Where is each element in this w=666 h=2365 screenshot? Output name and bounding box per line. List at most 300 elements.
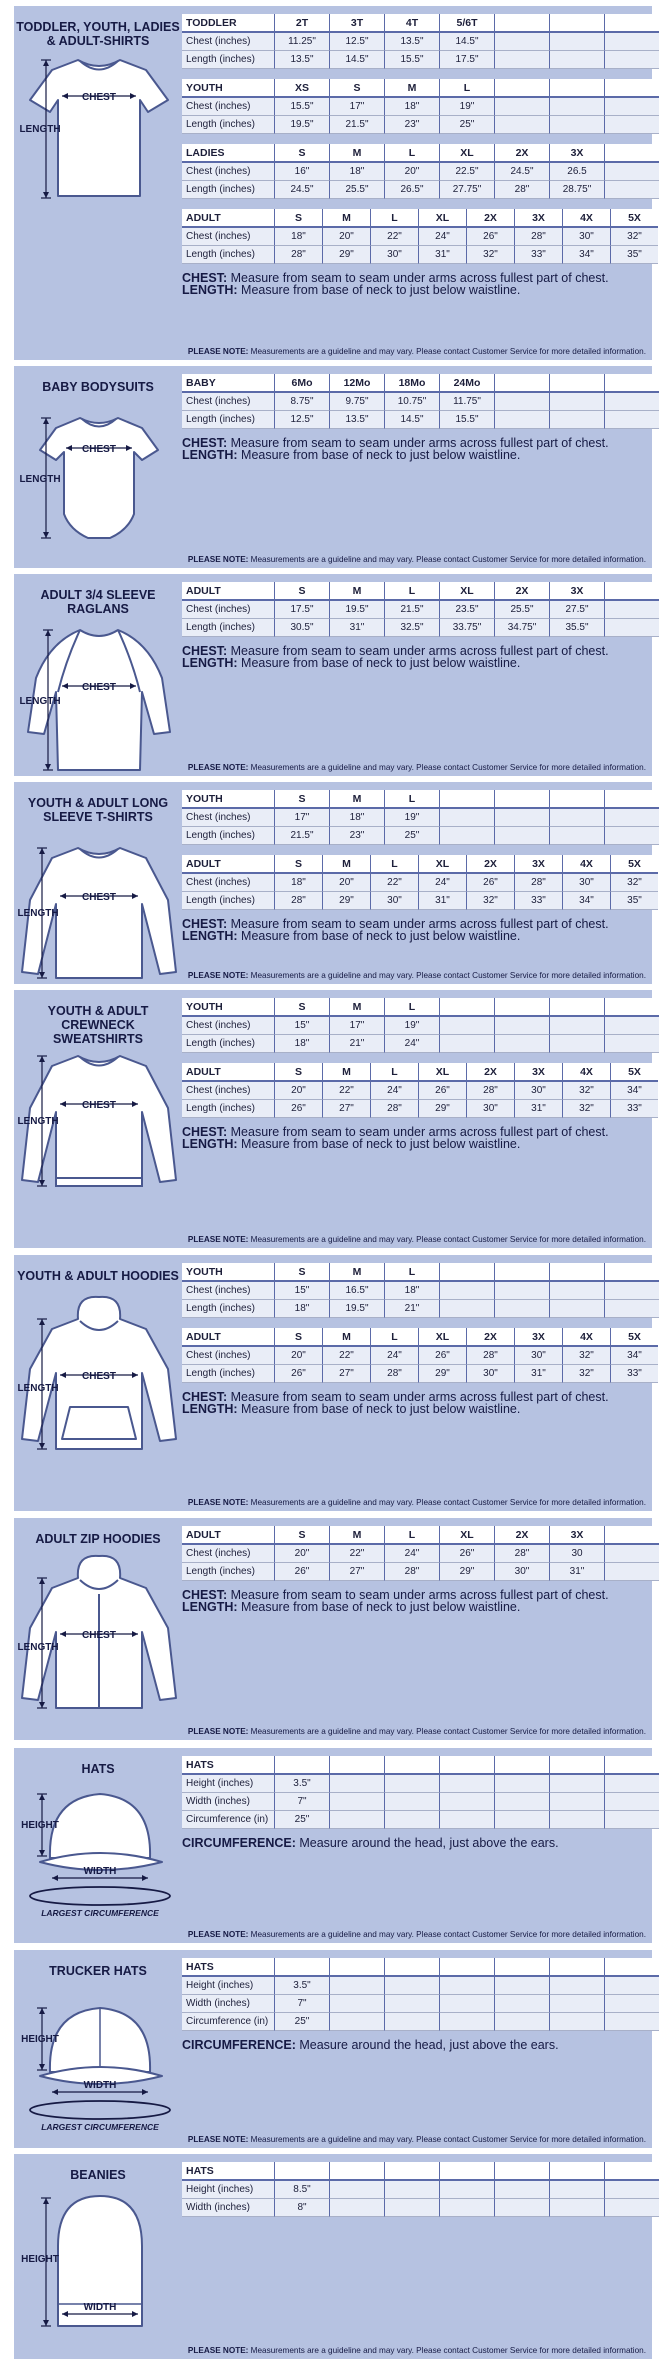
measure-instruction-key: CHEST: — [182, 1588, 228, 1602]
ziphoodie-icon — [18, 1558, 180, 1728]
size-cell — [494, 98, 549, 116]
size-cell — [384, 1756, 439, 1775]
size-cell: S — [274, 582, 329, 601]
size-table — [182, 1756, 659, 1829]
table-row — [182, 874, 658, 892]
row-label-cell: HATS — [182, 1756, 274, 1775]
size-cell — [494, 33, 549, 51]
size-cell: 3X — [514, 1328, 562, 1347]
size-cell: 15" — [274, 1017, 329, 1035]
panel-tables-column — [182, 374, 646, 463]
size-cell: 29" — [439, 1563, 494, 1581]
size-cell — [604, 33, 659, 51]
size-cell: 35.5" — [549, 619, 604, 637]
panel-title: YOUTH & ADULT LONG SLEEVE T-SHIRTS — [27, 796, 169, 824]
size-cell: 13.5" — [384, 33, 439, 51]
size-cell: M — [329, 582, 384, 601]
size-cell — [329, 1756, 384, 1775]
panel-tables-column — [182, 14, 646, 298]
table-row — [182, 163, 659, 181]
size-cell: 27.5" — [549, 601, 604, 619]
row-label-cell: Height (inches) — [182, 1977, 274, 1995]
size-cell — [494, 998, 549, 1017]
size-cell: 29" — [418, 1365, 466, 1383]
size-cell — [549, 1263, 604, 1282]
size-cell — [604, 1263, 659, 1282]
size-cell: S — [274, 790, 329, 809]
size-cell — [604, 1545, 659, 1563]
longsleeve-icon — [18, 840, 180, 980]
size-cell — [384, 1995, 439, 2013]
size-table — [182, 79, 659, 134]
size-cell: 22" — [370, 228, 418, 246]
size-cell: 22" — [322, 1347, 370, 1365]
hoodie-icon — [18, 1299, 180, 1469]
size-cell — [494, 116, 549, 134]
size-cell — [549, 1793, 604, 1811]
size-cell — [494, 2013, 549, 2031]
chest-label: CHEST — [82, 1371, 116, 1382]
length-label: LENGTH — [17, 1383, 59, 1394]
width-label: WIDTH — [83, 2080, 117, 2091]
size-cell: 32" — [562, 1082, 610, 1100]
size-cell: 5X — [610, 209, 658, 228]
size-cell — [329, 1958, 384, 1977]
measure-instruction-key: CIRCUMFERENCE: — [182, 2038, 296, 2052]
width-label: WIDTH — [83, 1866, 117, 1877]
tshirt-icon — [18, 48, 180, 218]
size-cell — [439, 1775, 494, 1793]
panel-title: ADULT 3/4 SLEEVE RAGLANS — [40, 588, 156, 616]
size-cell — [604, 2162, 659, 2181]
size-cell: M — [384, 79, 439, 98]
size-cell: 20" — [384, 163, 439, 181]
size-cell: 28.75" — [549, 181, 604, 199]
table-header-row — [182, 998, 659, 1017]
panel-illustration-column — [14, 990, 182, 1248]
size-cell: 6Mo — [274, 374, 329, 393]
measure-instruction — [182, 2037, 646, 2053]
please-note-text: Measurements are a guideline and may vary. Please contact Customer Service for more detailed information. — [248, 2346, 646, 2355]
size-cell — [604, 1017, 659, 1035]
table-row — [182, 1545, 659, 1563]
size-table — [182, 582, 659, 637]
measure-instruction-text: Measure from seam to seam under arms across fullest part of chest. — [227, 1390, 609, 1404]
size-cell: 31" — [514, 1365, 562, 1383]
table-row — [182, 601, 659, 619]
size-cell: 2X — [494, 582, 549, 601]
size-cell: 24Mo — [439, 374, 494, 393]
size-cell: 18" — [384, 98, 439, 116]
size-cell: 28" — [514, 874, 562, 892]
size-cell: 30" — [494, 1563, 549, 1581]
size-cell — [494, 790, 549, 809]
size-cell — [494, 1958, 549, 1977]
size-cell — [549, 1811, 604, 1829]
size-cell: 12Mo — [329, 374, 384, 393]
size-cell: 11.75" — [439, 393, 494, 411]
size-cell: 2X — [466, 855, 514, 874]
please-note-footer — [188, 555, 646, 564]
size-cell — [549, 2013, 604, 2031]
size-cell — [329, 1995, 384, 2013]
measure-instruction-key: LENGTH: — [182, 283, 238, 297]
size-cell: M — [322, 1063, 370, 1082]
size-cell — [549, 374, 604, 393]
please-note-text: Measurements are a guideline and may vary. Please contact Customer Service for more detailed information. — [248, 1930, 646, 1939]
size-cell: 28" — [466, 1347, 514, 1365]
panel-title: BABY BODYSUITS — [42, 380, 154, 394]
size-cell: 24.5" — [494, 163, 549, 181]
size-cell: 10.75" — [384, 393, 439, 411]
size-cell — [439, 1995, 494, 2013]
size-panel-beanie — [14, 2154, 652, 2359]
panel-illustration-column — [14, 1748, 182, 1943]
size-cell: 15.5" — [384, 51, 439, 69]
size-cell: 20" — [274, 1082, 322, 1100]
size-cell: 27.75" — [439, 181, 494, 199]
row-label-cell: Length (inches) — [182, 827, 274, 845]
size-cell: 21.5" — [274, 827, 329, 845]
size-cell: XL — [418, 1063, 466, 1082]
row-label-cell: Chest (inches) — [182, 874, 274, 892]
size-cell: 26" — [466, 228, 514, 246]
size-cell: M — [322, 1328, 370, 1347]
please-note-text: Measurements are a guideline and may vary. Please contact Customer Service for more detailed information. — [248, 971, 646, 980]
size-cell: 34" — [610, 1082, 658, 1100]
panel-tables-column — [182, 2162, 646, 2227]
size-cell — [494, 374, 549, 393]
table-header-row — [182, 2162, 659, 2181]
size-cell — [604, 1958, 659, 1977]
row-label-cell: YOUTH — [182, 790, 274, 809]
size-cell: L — [384, 998, 439, 1017]
please-note-prefix: PLEASE NOTE: — [187, 1235, 249, 1244]
measure-instruction-text: Measure from seam to seam under arms across fullest part of chest. — [227, 436, 609, 450]
size-cell — [494, 1995, 549, 2013]
size-cell: 12.5" — [274, 411, 329, 429]
please-note-text: Measurements are a guideline and may vary. Please contact Customer Service for more detailed information. — [248, 555, 646, 564]
measure-instruction-key: CIRCUMFERENCE: — [182, 1836, 296, 1850]
size-cell: 33" — [610, 1100, 658, 1118]
size-cell — [604, 790, 659, 809]
table-header-row — [182, 1756, 659, 1775]
please-note-footer — [188, 763, 646, 772]
size-cell: L — [370, 855, 418, 874]
size-cell — [439, 1282, 494, 1300]
size-cell: 21" — [384, 1300, 439, 1318]
row-label-cell: Length (inches) — [182, 181, 274, 199]
size-cell — [549, 393, 604, 411]
size-cell — [384, 2199, 439, 2217]
row-label-cell: Height (inches) — [182, 2181, 274, 2199]
size-cell: S — [274, 998, 329, 1017]
size-cell: 28" — [466, 1082, 514, 1100]
measure-instruction-key: CHEST: — [182, 436, 228, 450]
size-table — [182, 1958, 659, 2031]
size-cell: XL — [439, 582, 494, 601]
please-note-footer — [188, 1727, 646, 1736]
measure-instruction-text: Measure from base of neck to just below waistline. — [237, 929, 521, 943]
size-cell — [549, 827, 604, 845]
size-cell — [604, 163, 659, 181]
size-cell: 21" — [329, 1035, 384, 1053]
size-cell: 8" — [274, 2199, 329, 2217]
panel-tables-column — [182, 1958, 646, 2053]
size-cell: 21.5" — [384, 601, 439, 619]
size-cell — [549, 1035, 604, 1053]
size-cell: L — [439, 79, 494, 98]
size-cell: 3X — [514, 855, 562, 874]
row-label-cell: Length (inches) — [182, 1365, 274, 1383]
size-cell — [604, 827, 659, 845]
please-note-prefix: PLEASE NOTE: — [187, 971, 249, 980]
measure-instruction-key: CHEST: — [182, 644, 228, 658]
size-cell — [549, 998, 604, 1017]
size-cell: 22" — [322, 1082, 370, 1100]
bodysuit-icon — [18, 406, 180, 541]
size-cell: XL — [418, 1328, 466, 1347]
table-row — [182, 1035, 659, 1053]
size-cell: 22" — [329, 1545, 384, 1563]
size-cell — [604, 1775, 659, 1793]
panel-title: YOUTH & ADULT CREWNECK SWEATSHIRTS — [47, 1004, 149, 1046]
size-cell: S — [274, 1328, 322, 1347]
row-label-cell: Chest (inches) — [182, 1282, 274, 1300]
please-note-prefix: PLEASE NOTE: — [187, 763, 249, 772]
size-cell: 20" — [322, 874, 370, 892]
measure-instruction — [182, 1835, 646, 1851]
measure-instruction-key: LENGTH: — [182, 1600, 238, 1614]
size-cell: L — [384, 144, 439, 163]
size-cell — [329, 1811, 384, 1829]
chest-label: CHEST — [82, 92, 116, 103]
size-cell — [494, 1300, 549, 1318]
panel-illustration-column — [14, 1950, 182, 2148]
size-cell: 26" — [274, 1365, 322, 1383]
measure-instruction-text: Measure around the head, just above the ears. — [295, 1836, 559, 1850]
panel-tables-column — [182, 1263, 646, 1417]
size-cell: 5/6T — [439, 14, 494, 33]
size-cell — [439, 1977, 494, 1995]
row-label-cell: ADULT — [182, 855, 274, 874]
panel-illustration-column — [14, 782, 182, 984]
size-cell — [439, 1756, 494, 1775]
size-cell: M — [322, 855, 370, 874]
size-cell: 31" — [549, 1563, 604, 1581]
measure-instruction-text: Measure from seam to seam under arms across fullest part of chest. — [227, 271, 609, 285]
size-cell: S — [274, 855, 322, 874]
row-label-cell: Length (inches) — [182, 1300, 274, 1318]
size-cell: 27" — [329, 1563, 384, 1581]
row-label-cell: Width (inches) — [182, 1995, 274, 2013]
row-label-cell: ADULT — [182, 582, 274, 601]
size-cell: 32" — [562, 1100, 610, 1118]
size-cell: 25.5" — [494, 601, 549, 619]
size-cell: 4X — [562, 855, 610, 874]
size-cell: 19.5" — [329, 601, 384, 619]
size-cell — [439, 1035, 494, 1053]
please-note-prefix: PLEASE NOTE: — [187, 2346, 249, 2355]
size-cell: 3X — [549, 1526, 604, 1545]
size-cell — [549, 2162, 604, 2181]
table-header-row — [182, 79, 659, 98]
table-row — [182, 1100, 658, 1118]
size-cell — [384, 1775, 439, 1793]
size-cell — [549, 1977, 604, 1995]
row-label-cell: Length (inches) — [182, 619, 274, 637]
size-cell: 30" — [562, 228, 610, 246]
size-cell: 30" — [514, 1082, 562, 1100]
size-cell — [604, 14, 659, 33]
size-cell: 26" — [439, 1545, 494, 1563]
measure-instruction-key: LENGTH: — [182, 448, 238, 462]
size-cell — [604, 116, 659, 134]
size-cell: 30 — [549, 1545, 604, 1563]
size-cell: 2X — [466, 209, 514, 228]
size-cell — [439, 790, 494, 809]
size-cell: 5X — [610, 1063, 658, 1082]
size-cell: S — [329, 79, 384, 98]
size-cell: 24" — [370, 1347, 418, 1365]
size-cell — [439, 1793, 494, 1811]
size-cell: M — [329, 1526, 384, 1545]
size-cell: 2X — [494, 144, 549, 163]
table-row — [182, 619, 659, 637]
crewneck-icon — [18, 1048, 180, 1193]
size-cell: 19.5" — [329, 1300, 384, 1318]
size-cell — [384, 2181, 439, 2199]
size-cell — [549, 14, 604, 33]
size-cell: 27" — [322, 1365, 370, 1383]
size-panel-longsleeve — [14, 782, 652, 984]
measure-instruction-text: Measure from seam to seam under arms across fullest part of chest. — [227, 1125, 609, 1139]
size-cell: 18Mo — [384, 374, 439, 393]
size-cell: 15.5" — [274, 98, 329, 116]
please-note-text: Measurements are a guideline and may vary. Please contact Customer Service for more detailed information. — [248, 2135, 646, 2144]
size-panel-raglan — [14, 574, 652, 776]
size-cell — [549, 790, 604, 809]
row-label-cell: Chest (inches) — [182, 228, 274, 246]
size-cell: 27" — [322, 1100, 370, 1118]
size-cell — [604, 2181, 659, 2199]
size-cell — [329, 2162, 384, 2181]
table-row — [182, 2199, 659, 2217]
size-cell: 2X — [494, 1526, 549, 1545]
row-label-cell: BABY — [182, 374, 274, 393]
measure-instruction-text: Measure from base of neck to just below waistline. — [237, 1137, 521, 1151]
size-cell: 19.5" — [274, 116, 329, 134]
row-label-cell: Width (inches) — [182, 1793, 274, 1811]
size-cell — [439, 2181, 494, 2199]
chest-label: CHEST — [82, 444, 116, 455]
largest-label: LARGEST CIRCUMFERENCE — [41, 2122, 159, 2132]
length-label: LENGTH — [19, 124, 61, 135]
size-cell: 34" — [610, 1347, 658, 1365]
size-cell — [604, 411, 659, 429]
size-cell — [604, 98, 659, 116]
size-cell: M — [329, 1263, 384, 1282]
size-cell: 14.5" — [329, 51, 384, 69]
size-cell: 20" — [274, 1347, 322, 1365]
size-cell: 25.5" — [329, 181, 384, 199]
size-table — [182, 1063, 658, 1118]
chest-label: CHEST — [82, 682, 116, 693]
chest-label: CHEST — [82, 1100, 116, 1111]
size-cell — [549, 1300, 604, 1318]
size-cell — [604, 1995, 659, 2013]
size-cell — [604, 1563, 659, 1581]
size-cell — [384, 1977, 439, 1995]
size-cell — [549, 809, 604, 827]
size-cell — [329, 2199, 384, 2217]
size-cell: 25" — [274, 2013, 329, 2031]
size-cell: S — [274, 1063, 322, 1082]
size-cell — [494, 411, 549, 429]
size-cell — [274, 1958, 329, 1977]
table-header-row — [182, 1063, 658, 1082]
size-table — [182, 14, 659, 69]
size-cell: 24.5" — [274, 181, 329, 199]
please-note-prefix: PLEASE NOTE: — [187, 1930, 249, 1939]
measure-instruction-key: LENGTH: — [182, 929, 238, 943]
size-cell: 24" — [384, 1035, 439, 1053]
size-cell: 26.5 — [549, 163, 604, 181]
measure-instruction-key: CHEST: — [182, 917, 228, 931]
size-cell: 32" — [562, 1365, 610, 1383]
row-label-cell: YOUTH — [182, 1263, 274, 1282]
size-cell: 20" — [322, 228, 370, 246]
size-cell: 3.5" — [274, 1977, 329, 1995]
beanie-icon — [18, 2186, 180, 2346]
table-row — [182, 1017, 659, 1035]
panel-illustration-column — [14, 1255, 182, 1511]
size-cell: 3T — [329, 14, 384, 33]
size-cell — [604, 582, 659, 601]
size-cell: 25" — [439, 116, 494, 134]
size-cell: 28" — [514, 228, 562, 246]
size-cell: 13.5" — [329, 411, 384, 429]
size-cell: 28" — [494, 1545, 549, 1563]
size-cell — [549, 1775, 604, 1793]
table-row — [182, 1775, 659, 1793]
size-cell — [604, 2013, 659, 2031]
row-label-cell: ADULT — [182, 1063, 274, 1082]
size-cell — [549, 1017, 604, 1035]
size-cell: 17.5" — [274, 601, 329, 619]
size-cell: M — [329, 144, 384, 163]
size-cell — [384, 2162, 439, 2181]
size-table — [182, 209, 658, 264]
size-cell: 26" — [418, 1082, 466, 1100]
size-cell — [439, 2013, 494, 2031]
size-cell — [439, 1300, 494, 1318]
size-cell: 19" — [439, 98, 494, 116]
size-cell — [604, 374, 659, 393]
size-cell: 17" — [274, 809, 329, 827]
row-label-cell: ADULT — [182, 209, 274, 228]
panel-illustration-column — [14, 6, 182, 360]
size-cell — [274, 2162, 329, 2181]
size-cell: 18" — [274, 228, 322, 246]
largest-label: LARGEST CIRCUMFERENCE — [41, 1908, 159, 1918]
size-cell: 16.5" — [329, 1282, 384, 1300]
size-cell — [494, 1263, 549, 1282]
size-cell: 8.75" — [274, 393, 329, 411]
size-table — [182, 1526, 659, 1581]
size-cell — [494, 1035, 549, 1053]
panel-illustration-column — [14, 2154, 182, 2359]
